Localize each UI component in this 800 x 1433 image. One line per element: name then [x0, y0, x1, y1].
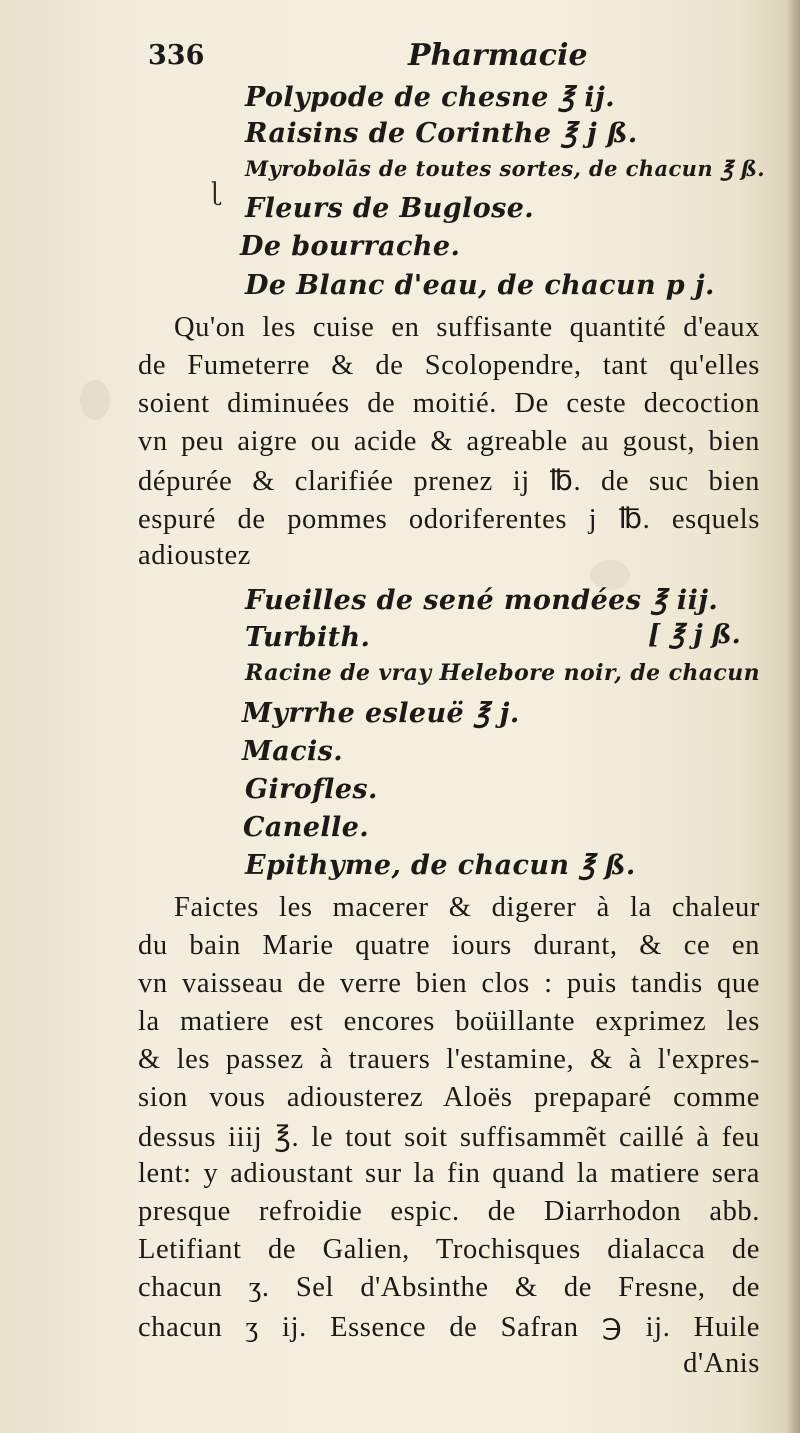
- ingredient-line: Fleurs de Buglose.: [245, 193, 535, 224]
- text-line: de Fumeterre & de Scolopendre, tant qu'elles: [138, 350, 760, 381]
- page-header: [148, 40, 740, 80]
- ingredient-line: Polypode de chesne ℥ ij.: [245, 82, 616, 113]
- paper-stain: [80, 380, 110, 420]
- ingredient-line: De bourrache.: [240, 231, 461, 262]
- ingredient-line: Girofles.: [245, 774, 378, 805]
- text-line: Faictes les macerer & digerer à la chaleur: [174, 892, 760, 923]
- ingredient-line: Macis.: [242, 736, 344, 767]
- bracket-dosage-note: [ ℥ j ß.: [648, 620, 741, 650]
- text-line: du bain Marie quatre iours durant, & ce en: [138, 930, 760, 961]
- text-line: sion vous adiousterez Aloës prepaparé comme: [138, 1082, 760, 1113]
- text-line: lent: y adioustant sur la fin quand la matiere sera: [138, 1158, 760, 1189]
- page-edge-shadow: [786, 0, 800, 1433]
- ingredient-line: Canelle.: [243, 812, 370, 843]
- text-line: adioustez: [138, 540, 252, 571]
- text-line: Letifiant de Galien, Trochisques dialacca de: [138, 1234, 760, 1265]
- ingredient-line: Epithyme, de chacun ℥ ß.: [245, 850, 636, 881]
- ingredient-line: Fueilles de sené mondées ℥ iij.: [245, 585, 719, 616]
- ingredient-line: Myrobolās de toutes sortes, de chacun ℥ ß.: [245, 156, 766, 181]
- text-line: & les passez à trauers l'estamine, & à l'expres-: [138, 1044, 760, 1075]
- catchword: d'Anis: [683, 1348, 760, 1379]
- ingredient-line: Turbith.: [245, 622, 371, 653]
- text-line: soient diminuées de moitié. De ceste decoction: [138, 388, 760, 419]
- text-line: Qu'on les cuise en suffisante quantité d'eaux: [174, 312, 760, 343]
- ingredient-line: De Blanc d'eau, de chacun p j.: [245, 270, 715, 301]
- text-line: vn vaisseau de verre bien clos : puis tandis que: [138, 968, 760, 999]
- text-line: dessus iiij ℥. le tout soit suffisammẽt caillé à feu: [138, 1122, 760, 1153]
- text-line: chacun ʒ ij. Essence de Safran ℈ ij. Huile: [138, 1312, 760, 1343]
- text-line: vn peu aigre ou acide & agreable au goust, bien: [138, 426, 760, 457]
- text-line: presque refroidie espic. de Diarrhodon abb.: [138, 1196, 760, 1227]
- ingredient-line: Racine de vray Helebore noir, de chacun: [245, 660, 761, 686]
- text-line: espuré de pommes odoriferentes j ℔. esquels: [138, 504, 760, 535]
- running-title: Pharmacie: [408, 38, 588, 73]
- ingredient-line: Myrrhe esleuë ℥ j.: [242, 698, 520, 729]
- text-line: la matiere est encores boüillante exprimez les: [138, 1006, 760, 1037]
- margin-mark: ɭ: [211, 178, 220, 206]
- text-line: chacun ʒ. Sel d'Absinthe & de Fresne, de: [138, 1272, 760, 1303]
- page-number: 336: [148, 40, 205, 71]
- text-line: dépurée & clarifiée prenez ij ℔. de suc bien: [138, 466, 760, 497]
- ingredient-line: Raisins de Corinthe ℥ j ß.: [245, 118, 638, 149]
